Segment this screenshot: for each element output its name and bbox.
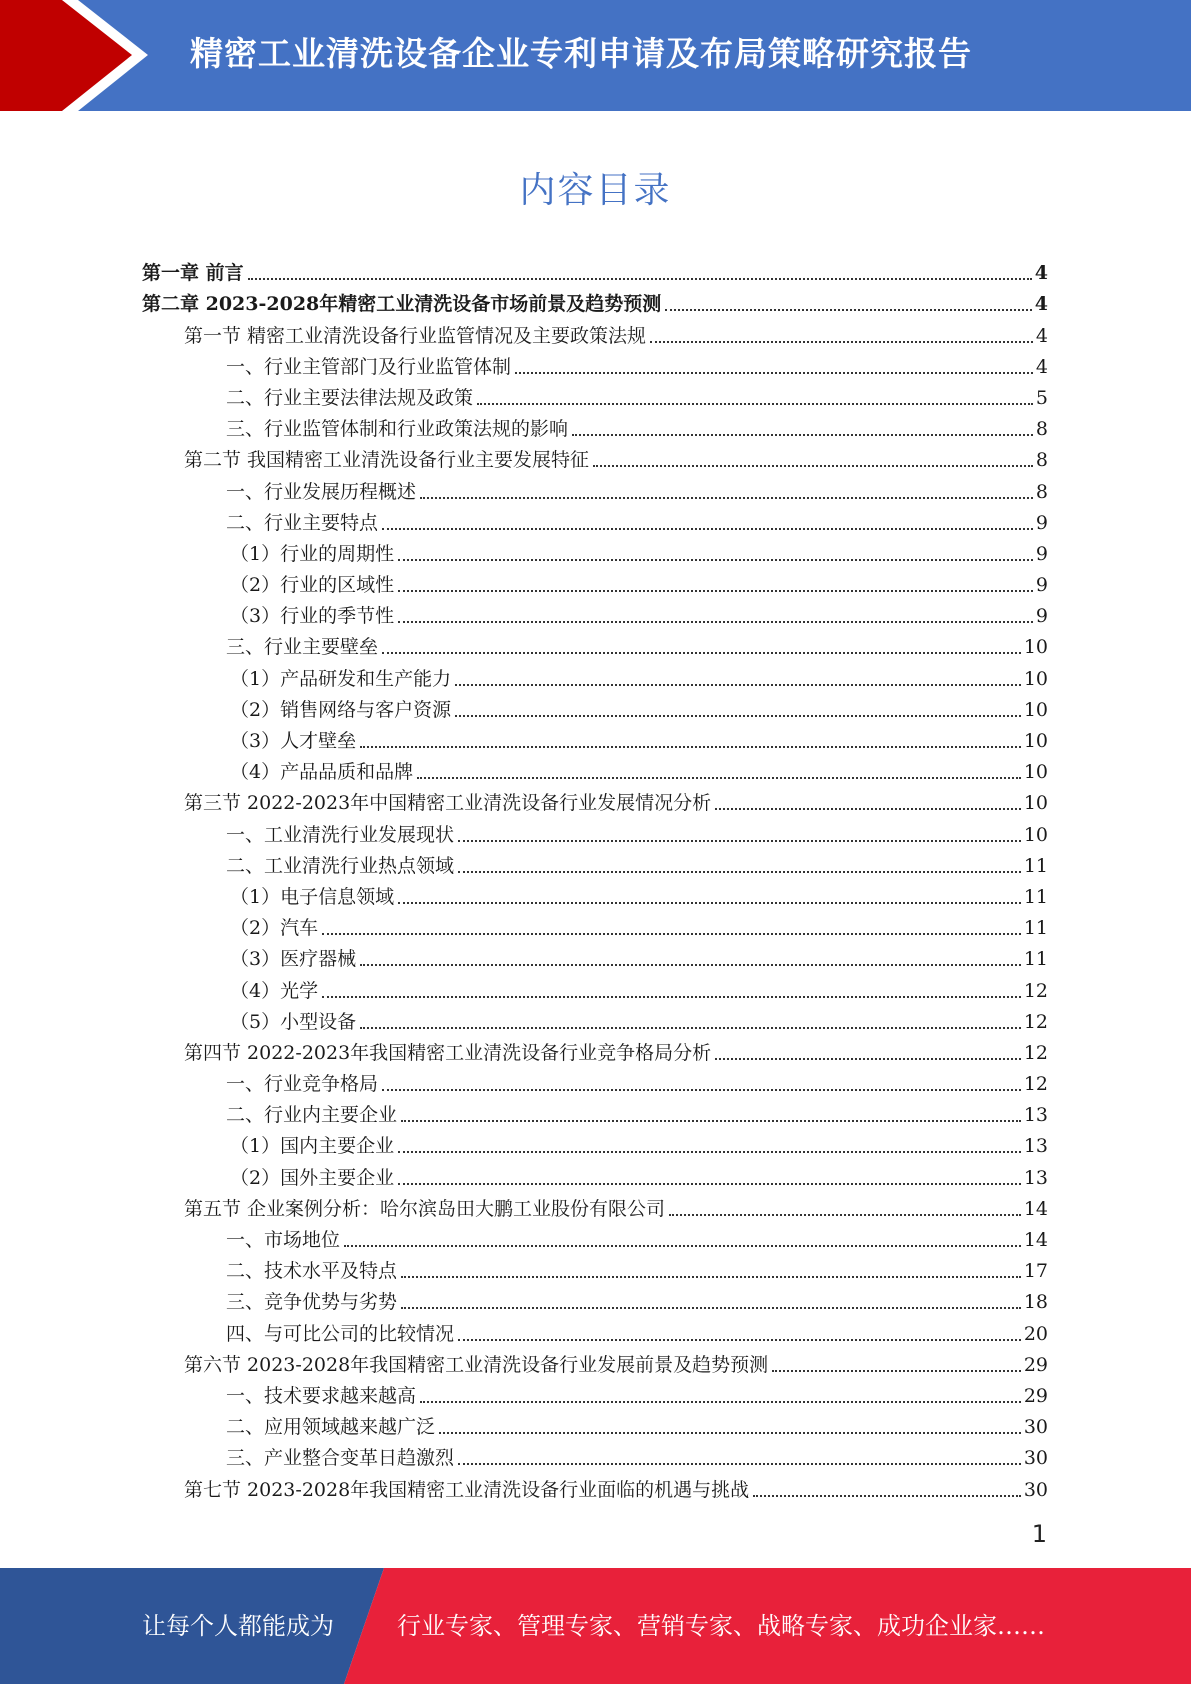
toc-entry-title: （2）国外主要企业 — [230, 1166, 395, 1189]
toc-entry[interactable] — [142, 1251, 1048, 1282]
toc-entry[interactable] — [142, 846, 1048, 877]
toc-entry[interactable] — [142, 378, 1048, 409]
header-banner — [0, 0, 1191, 111]
toc-entry[interactable] — [142, 1095, 1048, 1126]
toc-dot-leader — [593, 465, 1033, 467]
toc-entry-title: （5）小型设备 — [230, 1010, 357, 1033]
toc-entry-page: 12 — [1023, 979, 1048, 1002]
toc-dot-leader — [455, 684, 1021, 686]
toc-entry-page: 30 — [1023, 1478, 1048, 1501]
toc-entry-page: 10 — [1023, 761, 1048, 784]
toc-dot-leader — [572, 434, 1033, 436]
toc-dot-leader — [398, 902, 1021, 904]
toc-entry-page: 11 — [1023, 917, 1048, 940]
toc-entry-title: （3）行业的季节性 — [230, 605, 395, 628]
toc-dot-leader — [398, 1183, 1021, 1185]
toc-entry-title: 第六节 2023-2028年我国精密工业清洗设备行业发展前景及趋势预测 — [184, 1353, 769, 1376]
toc-entry[interactable] — [142, 534, 1048, 565]
toc-dot-leader — [772, 1370, 1021, 1372]
toc-entry-title: （1）行业的周期性 — [230, 542, 395, 565]
toc-entry-page: 20 — [1023, 1322, 1048, 1345]
toc-entry[interactable] — [142, 409, 1048, 440]
toc-entry[interactable] — [142, 596, 1048, 627]
toc-entry-title: （2）销售网络与客户资源 — [230, 698, 452, 721]
toc-entry-title: 第三节 2022-2023年中国精密工业清洗设备行业发展情况分析 — [184, 792, 712, 815]
toc-dot-leader — [382, 652, 1021, 654]
toc-dot-leader — [322, 933, 1021, 935]
toc-entry[interactable] — [142, 565, 1048, 596]
toc-entry-title: 一、行业竞争格局 — [226, 1073, 379, 1096]
toc-entry-title: （1）电子信息领域 — [230, 885, 395, 908]
footer-slogan-left: 让每个人都能成为 — [142, 1612, 334, 1640]
toc-entry-title: （4）光学 — [230, 979, 319, 1002]
toc-entry[interactable] — [142, 908, 1048, 939]
toc-entry-page: 4 — [1034, 293, 1048, 316]
toc-entry-title: 二、工业清洗行业热点领域 — [226, 854, 455, 877]
toc-entry-title: 二、行业主要特点 — [226, 511, 379, 534]
header-arrow-decoration — [0, 0, 160, 111]
toc-entry-page: 10 — [1023, 730, 1048, 752]
toc-entry[interactable] — [142, 721, 1048, 752]
toc-entry-page: 29 — [1023, 1384, 1048, 1407]
toc-entry-page: 11 — [1023, 885, 1048, 908]
toc-dot-leader — [360, 964, 1021, 966]
toc-entry[interactable] — [142, 284, 1048, 315]
toc-entry-page: 11 — [1023, 948, 1048, 971]
toc-dot-leader — [401, 1120, 1021, 1122]
toc-entry[interactable] — [142, 253, 1048, 284]
toc-dot-leader — [398, 559, 1033, 561]
page-number: 1 — [1031, 1520, 1047, 1548]
toc-dot-leader — [248, 278, 1032, 280]
toc-entry[interactable] — [142, 1282, 1048, 1313]
toc-entry[interactable] — [142, 1220, 1048, 1251]
toc-entry[interactable] — [142, 814, 1048, 845]
toc-entry[interactable] — [142, 1313, 1048, 1344]
toc-entry-page: 10 — [1023, 698, 1048, 721]
toc-entry-title: 第五节 企业案例分析：哈尔滨岛田大鹏工业股份有限公司 — [184, 1197, 666, 1220]
toc-entry-title: 三、竞争优势与劣势 — [226, 1291, 398, 1314]
toc-entry-title: （3）人才壁垒 — [230, 730, 357, 752]
toc-entry-title: 第七节 2023-2028年我国精密工业清洗设备行业面临的机遇与挑战 — [184, 1478, 750, 1501]
toc-entry-page: 4 — [1035, 355, 1048, 378]
toc-dot-leader — [382, 1089, 1021, 1091]
toc-entry[interactable] — [142, 783, 1048, 814]
toc-entry-title: 第一节 精密工业清洗设备行业监管情况及主要政策法规 — [184, 324, 647, 347]
toc-entry-title: 三、产业整合变革日趋激烈 — [226, 1447, 455, 1470]
toc-entry-page: 13 — [1023, 1104, 1048, 1127]
toc-entry-title: （4）产品品质和品牌 — [230, 761, 414, 784]
toc-entry-title: 二、应用领域越来越广泛 — [226, 1416, 436, 1439]
toc-entry[interactable] — [142, 1002, 1048, 1033]
toc-entry[interactable] — [142, 347, 1048, 378]
toc-entry-page: 18 — [1023, 1291, 1048, 1314]
toc-entry-page: 12 — [1023, 1073, 1048, 1096]
toc-entry[interactable] — [142, 1376, 1048, 1407]
toc-entry-title: （3）医疗器械 — [230, 948, 357, 971]
toc-entry-page: 14 — [1023, 1197, 1048, 1220]
toc-entry-page: 8 — [1035, 449, 1048, 472]
toc-entry[interactable] — [142, 752, 1048, 783]
toc-entry-title: 一、市场地位 — [226, 1229, 341, 1251]
toc-entry[interactable] — [142, 1157, 1048, 1188]
toc-dot-leader — [344, 1245, 1021, 1247]
toc-dot-leader — [715, 1058, 1021, 1060]
toc-entry-page: 9 — [1035, 511, 1048, 534]
toc-dot-leader — [515, 372, 1033, 374]
toc-entry[interactable] — [142, 1126, 1048, 1157]
toc-entry-title: 二、技术水平及特点 — [226, 1260, 398, 1283]
toc-entry[interactable] — [142, 1033, 1048, 1064]
toc-entry-page: 10 — [1023, 667, 1048, 690]
toc-entry-page: 4 — [1034, 262, 1048, 285]
toc-entry-title: 二、行业主要法律法规及政策 — [226, 386, 474, 409]
toc-dot-leader — [360, 746, 1021, 748]
toc-dot-leader — [477, 403, 1033, 405]
toc-entry[interactable] — [142, 1438, 1048, 1469]
toc-dot-leader — [322, 996, 1021, 998]
toc-entry[interactable] — [142, 1407, 1048, 1438]
toc-dot-leader — [715, 808, 1021, 810]
toc-entry-page: 9 — [1035, 574, 1048, 597]
table-of-contents — [142, 253, 1048, 1501]
footer-slogan-right: 行业专家、管理专家、营销专家、战略专家、成功企业家…… — [397, 1612, 1045, 1640]
toc-dot-leader — [753, 1495, 1021, 1497]
toc-dot-leader — [650, 341, 1033, 343]
toc-dot-leader — [669, 1214, 1021, 1216]
toc-entry-title: 一、技术要求越来越高 — [226, 1384, 417, 1407]
toc-entry[interactable] — [142, 627, 1048, 658]
toc-entry-title: 一、行业主管部门及行业监管体制 — [226, 355, 512, 378]
toc-entry[interactable] — [142, 1345, 1048, 1376]
toc-entry[interactable] — [142, 471, 1048, 502]
toc-entry[interactable] — [142, 658, 1048, 689]
toc-entry-page: 10 — [1023, 823, 1048, 846]
toc-entry-title: 第二节 我国精密工业清洗设备行业主要发展特征 — [184, 449, 590, 472]
toc-dot-leader — [401, 1307, 1021, 1309]
toc-entry-page: 13 — [1023, 1166, 1048, 1189]
toc-dot-leader — [398, 621, 1033, 623]
toc-entry[interactable] — [142, 1189, 1048, 1220]
toc-dot-leader — [420, 1401, 1021, 1403]
toc-entry-title: 二、行业内主要企业 — [226, 1104, 398, 1127]
toc-entry-page: 17 — [1023, 1260, 1048, 1283]
toc-entry-title: 一、行业发展历程概述 — [226, 480, 417, 503]
toc-dot-leader — [665, 309, 1032, 311]
toc-dot-leader — [420, 497, 1033, 499]
toc-entry-page: 5 — [1035, 386, 1048, 409]
toc-entry-page: 11 — [1023, 854, 1048, 877]
toc-entry-page: 12 — [1023, 1041, 1048, 1064]
toc-entry[interactable] — [142, 315, 1048, 346]
toc-entry-title: （2）汽车 — [230, 917, 319, 940]
toc-entry[interactable] — [142, 1469, 1048, 1500]
toc-dot-leader — [360, 1027, 1021, 1029]
toc-entry-page: 9 — [1035, 605, 1048, 628]
toc-entry-title: 四、与可比公司的比较情况 — [226, 1322, 455, 1345]
toc-entry[interactable] — [142, 939, 1048, 970]
toc-entry[interactable] — [142, 970, 1048, 1001]
toc-entry-page: 10 — [1023, 636, 1048, 659]
toc-dot-leader — [458, 871, 1021, 873]
toc-entry-title: （1）产品研发和生产能力 — [230, 667, 452, 690]
toc-entry-page: 8 — [1035, 418, 1048, 441]
toc-entry[interactable] — [142, 1064, 1048, 1095]
toc-entry[interactable] — [142, 503, 1048, 534]
toc-entry-title: 第二章 2023-2028年精密工业清洗设备市场前景及趋势预测 — [142, 293, 662, 316]
toc-entry[interactable] — [142, 877, 1048, 908]
toc-entry-page: 8 — [1035, 480, 1048, 503]
toc-dot-leader — [458, 1463, 1021, 1465]
toc-entry-title: （2）行业的区域性 — [230, 574, 395, 597]
toc-entry-page: 9 — [1035, 542, 1048, 565]
toc-entry-title: 一、工业清洗行业发展现状 — [226, 823, 455, 846]
toc-entry-title: 第四节 2022-2023年我国精密工业清洗设备行业竞争格局分析 — [184, 1041, 712, 1064]
toc-dot-leader — [398, 1151, 1021, 1153]
toc-entry-page: 4 — [1035, 324, 1048, 347]
toc-dot-leader — [439, 1432, 1021, 1434]
toc-entry-page: 29 — [1023, 1353, 1048, 1376]
toc-entry[interactable] — [142, 690, 1048, 721]
toc-entry-title: 三、行业监管体制和行业政策法规的影响 — [226, 418, 569, 441]
toc-entry-page: 10 — [1023, 792, 1048, 815]
toc-dot-leader — [458, 1339, 1021, 1341]
toc-dot-leader — [417, 777, 1021, 779]
toc-entry-page: 14 — [1023, 1229, 1048, 1251]
toc-dot-leader — [458, 840, 1021, 842]
toc-entry-title: 第一章 前言 — [142, 262, 244, 285]
toc-entry-page: 12 — [1023, 1010, 1048, 1033]
toc-entry-title: 三、行业主要壁垒 — [226, 636, 379, 659]
report-title: 精密工业清洗设备企业专利申请及布局策略研究报告 — [190, 34, 972, 73]
toc-entry-title: （1）国内主要企业 — [230, 1135, 395, 1158]
toc-dot-leader — [398, 590, 1033, 592]
toc-entry-page: 30 — [1023, 1447, 1048, 1470]
toc-entry-page: 13 — [1023, 1135, 1048, 1158]
toc-dot-leader — [401, 1276, 1021, 1278]
footer-banner — [0, 1568, 1191, 1684]
toc-dot-leader — [455, 715, 1021, 717]
toc-heading: 内容目录 — [519, 170, 672, 211]
toc-entry[interactable] — [142, 440, 1048, 471]
toc-dot-leader — [382, 528, 1033, 530]
toc-entry-page: 30 — [1023, 1416, 1048, 1439]
